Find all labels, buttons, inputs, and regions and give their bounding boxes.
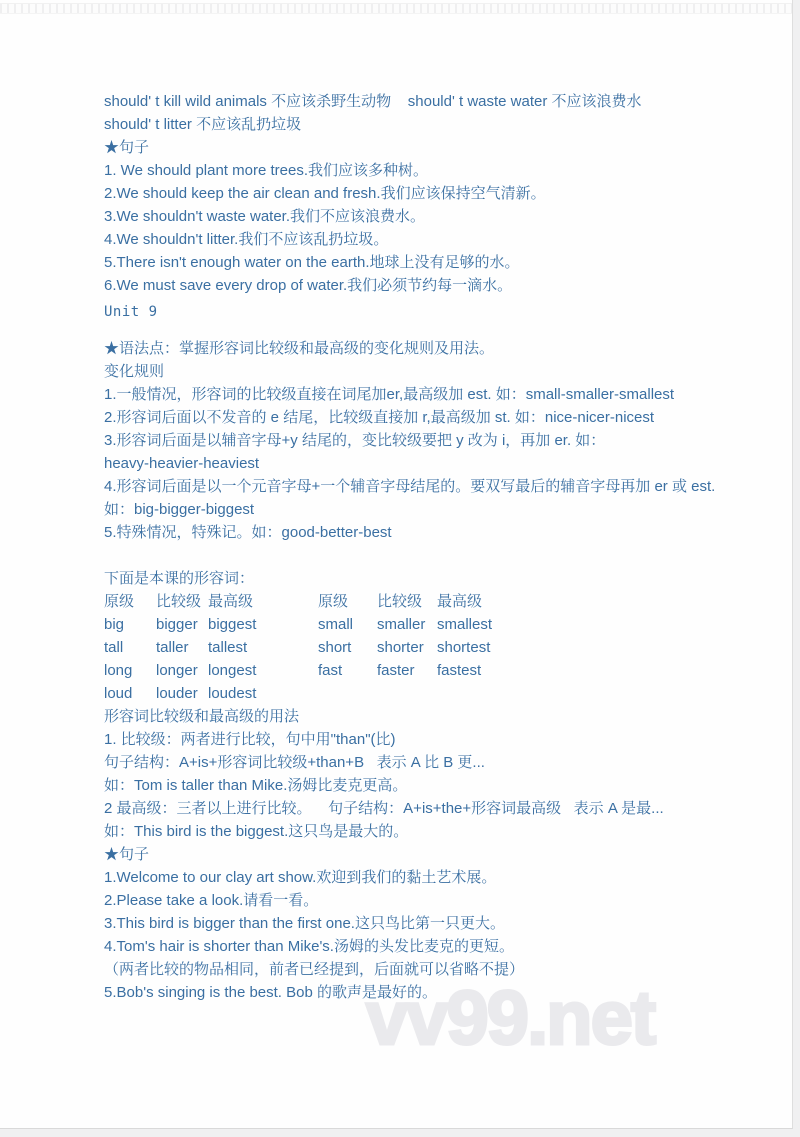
table-cell: taller — [156, 639, 189, 656]
usage-line: 句子结构：A+is+形容词比较级+than+B 表示 A 比 B 更... — [104, 754, 485, 771]
table-cell: shortest — [437, 639, 491, 656]
rule-item: heavy-heavier-heaviest — [104, 455, 260, 472]
table-cell — [312, 682, 374, 705]
watermark: vv99.net — [366, 976, 655, 1061]
table-header-cell: 最高级 — [208, 593, 254, 610]
sentence-item: 1. We should plant more trees.我们应该多种树。 — [104, 162, 428, 179]
sentence-item: 1.Welcome to our clay art show.欢迎到我们的黏土艺术展。 — [104, 869, 497, 886]
table-cell: shorter — [377, 639, 424, 656]
vocab-line: should' t kill wild animals 不应该杀野生动物 should' t waste water 不应该浪费水 — [104, 93, 642, 110]
grammar-point-title: ★语法点：掌握形容词比较级和最高级的变化规则及用法。 — [104, 340, 495, 357]
usage-line: 2 最高级：三者以上进行比较。 句子结构：A+is+the+形容词最高级 表示 A 是最... — [104, 800, 664, 817]
document-content — [104, 90, 724, 1004]
table-cell: bigger — [156, 616, 198, 633]
table-row — [104, 636, 724, 659]
table-cell: big — [104, 616, 125, 633]
rule-item: 1.一般情况，形容词的比较级直接在词尾加er,最高级加 est. 如：small-smaller-smallest — [104, 386, 675, 403]
usage-title: 形容词比较级和最高级的用法 — [104, 708, 300, 725]
rules-title: 变化规则 — [104, 363, 165, 380]
sentence-item: 2.We should keep the air clean and fresh.我们应该保持空气清新。 — [104, 185, 546, 202]
table-cell: fast — [318, 662, 343, 679]
table-header-cell: 原级 — [104, 593, 135, 610]
table-cell: long — [104, 662, 133, 679]
page-top-edge — [0, 3, 792, 14]
table-header-row — [104, 590, 724, 613]
table-cell — [435, 682, 437, 705]
table-cell: loudest — [208, 685, 257, 702]
rule-item: 5.特殊情况，特殊记。如：good-better-best — [104, 524, 392, 541]
table-header-cell: 比较级 — [377, 593, 423, 610]
table-header-cell: 原级 — [318, 593, 349, 610]
table-header-cell: 最高级 — [437, 593, 483, 610]
sentence-item: 4.Tom's hair is shorter than Mike's.汤姆的头发比麦克的更短。 — [104, 938, 514, 955]
table-row — [104, 613, 724, 636]
table-row — [104, 682, 724, 705]
table-cell: faster — [377, 662, 415, 679]
rule-item: 2.形容词后面以不发音的 e 结尾，比较级直接加 r,最高级加 st. 如：nice-nicer-nicest — [104, 409, 655, 426]
table-cell: short — [318, 639, 352, 656]
usage-line: 如：Tom is taller than Mike.汤姆比麦克更高。 — [104, 777, 408, 794]
table-cell: biggest — [208, 616, 257, 633]
sentence-item: 6.We must save every drop of water.我们必须节约每一滴水。 — [104, 277, 513, 294]
sentence-item: 4.We shouldn't litter.我们不应该乱扔垃圾。 — [104, 231, 389, 248]
table-cell: louder — [156, 685, 198, 702]
sentences-section-title: ★句子 — [104, 139, 150, 156]
table-cell: smaller — [377, 616, 426, 633]
sentence-item: 2.Please take a look.请看一看。 — [104, 892, 319, 909]
adjective-table — [104, 590, 724, 705]
table-cell: small — [318, 616, 354, 633]
table-cell: longest — [208, 662, 257, 679]
table-cell: loud — [104, 685, 133, 702]
sentence-item: 5.There isn't enough water on the earth.地球上没有足够的水。 — [104, 254, 520, 271]
sentence-item: （两者比较的物品相同，前者已经提到，后面就可以省略不提） — [104, 961, 525, 978]
table-cell: smallest — [437, 616, 493, 633]
sentence-item: 3.This bird is bigger than the first one.这只鸟比第一只更大。 — [104, 915, 505, 932]
table-header-cell: 比较级 — [156, 593, 202, 610]
vocab-line: should' t litter 不应该乱扔垃圾 — [104, 116, 302, 133]
sentences-section-title: ★句子 — [104, 846, 150, 863]
unit-heading: Unit 9 — [104, 304, 158, 320]
table-cell: fastest — [437, 662, 482, 679]
rule-item: 3.形容词后面是以辅音字母+y 结尾的，变比较级要把 y 改为 i，再加 er. 如： — [104, 432, 606, 449]
sentence-item: 3.We shouldn't waste water.我们不应该浪费水。 — [104, 208, 426, 225]
table-cell — [374, 682, 435, 705]
table-cell: tall — [104, 639, 124, 656]
rule-item: 如：big-bigger-biggest — [104, 501, 255, 518]
table-cell: tallest — [208, 639, 248, 656]
sentence-item: 5.Bob's singing is the best. Bob 的歌声是最好的。 — [104, 984, 437, 1001]
usage-line: 1. 比较级：两者进行比较，句中用"than"(比) — [104, 731, 396, 748]
table-cell: longer — [156, 662, 198, 679]
rule-item: 4.形容词后面是以一个元音字母+一个辅音字母结尾的。要双写最后的辅音字母再加 er 或 est. — [104, 478, 716, 495]
usage-line: 如：This bird is the biggest.这只鸟是最大的。 — [104, 823, 409, 840]
table-row — [104, 659, 724, 682]
adjectives-intro: 下面是本课的形容词： — [104, 570, 255, 587]
